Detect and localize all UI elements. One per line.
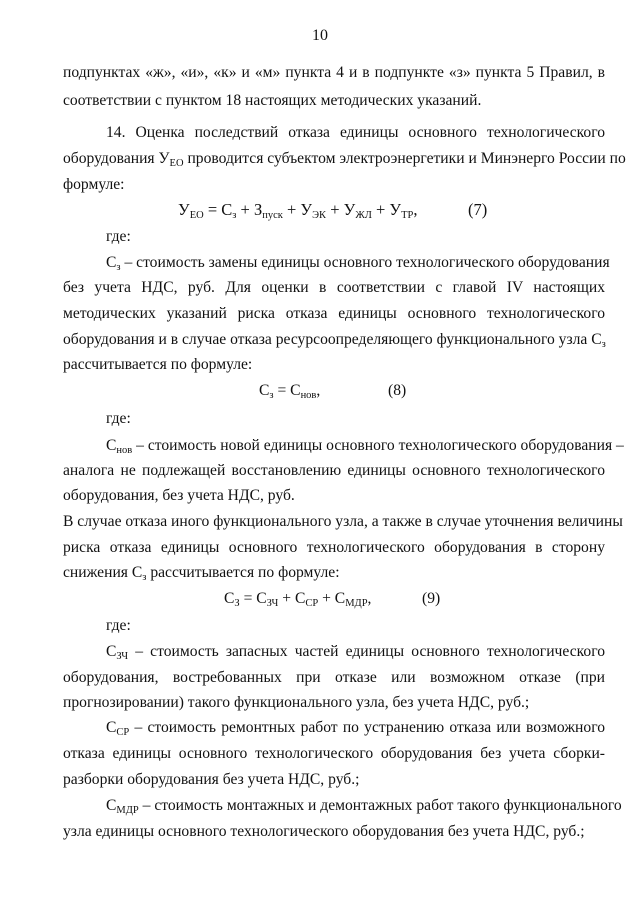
text-line: оборудования и в случае отказа ресурсоопределяющего функционального узла $С_з$	[63, 331, 606, 350]
text-line: где:	[106, 617, 131, 634]
formula-8: $С_з = С_{нов}$,	[259, 382, 321, 401]
text-line: 14. Оценка последствий отказа единицы основного технологического	[106, 124, 605, 141]
formula-9: $С_З = С_{ЗЧ} + С_{СР} + С_{МДР}$,	[224, 590, 372, 609]
formula-7: $У_{ЕО} = С_з + З_{пуск} + У_{ЭК} + У_{ЖЛ} + У_{ТР}$,	[178, 200, 418, 221]
text-line: без учета НДС, руб. Для оценки в соответствии с главой IV настоящих	[63, 279, 605, 296]
text-line: $С_{нов}$ – стоимость новой единицы основного технологического оборудования –	[106, 437, 624, 456]
text-line: оборудования, без учета НДС, руб.	[63, 487, 295, 504]
text-line: методических указаний риска отказа единицы основного технологического	[63, 305, 605, 322]
text-line: $С_{МДР}$ – стоимость монтажных и демонтажных работ такого функционального	[106, 797, 622, 816]
text-line: прогнозировании) такого функционального узла, без учета НДС, руб.;	[63, 694, 530, 711]
text-line: аналога не подлежащей восстановлению единицы основного технологического	[63, 462, 605, 479]
text-line: подпунктах «ж», «и», «к» и «м» пункта 4 и в подпункте «з» пункта 5 Правил, в	[63, 64, 605, 81]
text-line: $С_{СР}$ – стоимость ремонтных работ по устранению отказа или возможного	[106, 719, 605, 738]
text-line: оборудования $У_{ЕО}$ проводится субъектом электроэнергетики и Минэнерго России по	[63, 150, 626, 169]
text-line: где:	[106, 410, 131, 427]
text-line: соответствии с пунктом 18 настоящих методических указаний.	[63, 92, 482, 109]
text-line: узла единицы основного технологического оборудования без учета НДС, руб.;	[63, 823, 585, 840]
text-line: В случае отказа иного функционального узла, а также в случае уточнения величины	[63, 513, 623, 530]
text-line: снижения $С_з$ рассчитывается по формуле:	[63, 564, 340, 583]
text-line: формуле:	[63, 176, 125, 193]
text-line: отказа единицы основного технологического оборудования без учета сборки-	[63, 745, 605, 762]
formula-8-number: (8)	[388, 382, 407, 399]
text-line: риска отказа единицы основного технологического оборудования в сторону	[63, 539, 605, 556]
text-line: рассчитывается по формуле:	[63, 356, 253, 373]
formula-7-number: (7)	[468, 200, 488, 219]
formula-9-number: (9)	[422, 590, 441, 607]
text-line: $С_з$ – стоимость замены единицы основного технологического оборудования	[106, 254, 610, 273]
text-line: $С_{ЗЧ}$ – стоимость запасных частей единицы основного технологического	[106, 643, 605, 662]
page-number: 10	[312, 27, 328, 44]
text-line: оборудования, востребованных при отказе или возможном отказе (при	[63, 669, 605, 686]
text-line: где:	[106, 228, 131, 245]
text-line: разборки оборудования без учета НДС, руб.;	[63, 771, 360, 788]
